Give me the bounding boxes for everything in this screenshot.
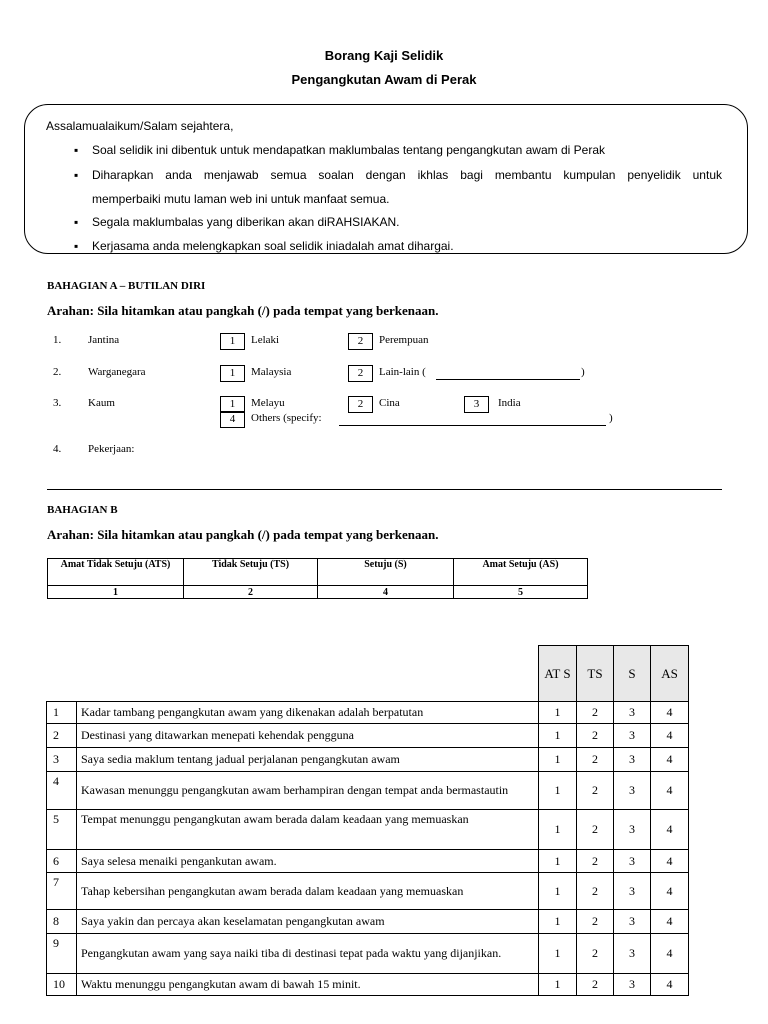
section-b-instruction: Arahan: Sila hitamkan atau pangkah (/) pada tempat yang berkenaan. <box>47 527 439 542</box>
rating-cell[interactable]: 3 <box>614 772 651 810</box>
close-paren: ) <box>609 412 613 424</box>
rating-cell[interactable]: 4 <box>651 748 689 772</box>
column-header-ats: AT S <box>539 646 577 702</box>
rating-cell[interactable]: 1 <box>539 910 577 934</box>
item-number: 5 <box>47 810 77 850</box>
form-title: Borang Kaji Selidik <box>324 48 444 63</box>
intro-bullet-2: Diharapkan anda menjawab semua soalan dengan ikhlas bagi membantu kumpulan penyelidik untuk <box>92 168 722 182</box>
item-text: Pengangkutan awam yang saya naiki tiba di destinasi tepat pada waktu yang dijanjikan. <box>77 934 539 974</box>
column-header-s: S <box>614 646 651 702</box>
rating-cell[interactable]: 3 <box>614 974 651 996</box>
item-number: 7 <box>47 873 77 910</box>
bullet-icon: ▪ <box>74 239 79 253</box>
item-text: Kawasan menunggu pengangkutan awam berhampiran dengan tempat anda bermastautin <box>77 772 539 810</box>
item-number: 3 <box>47 748 77 772</box>
intro-bullet-1: Soal selidik ini dibentuk untuk mendapatkan maklumbalas tentang pengangkutan awam di Perak <box>92 143 605 157</box>
rating-cell[interactable]: 4 <box>651 810 689 850</box>
item-number: 4 <box>47 772 77 810</box>
option-label: Malaysia <box>251 366 292 378</box>
question-label-kaum: Kaum <box>88 397 115 409</box>
scale-value: 5 <box>454 586 588 599</box>
item-text: Tahap kebersihan pengangkutan awam berada dalam keadaan yang memuaskan <box>77 873 539 910</box>
section-divider <box>47 489 722 490</box>
rating-cell[interactable]: 2 <box>577 724 614 748</box>
scale-value: 1 <box>48 586 184 599</box>
rating-cell[interactable]: 2 <box>577 702 614 724</box>
rating-cell[interactable]: 2 <box>577 850 614 873</box>
scale-header: Tidak Setuju (TS) <box>184 559 318 586</box>
rating-cell[interactable]: 2 <box>577 772 614 810</box>
table-row <box>47 810 689 850</box>
form-subtitle: Pengangkutan Awam di Perak <box>291 72 477 87</box>
option-box-perempuan[interactable]: 2 <box>348 333 373 350</box>
item-text: Saya yakin dan percaya akan keselamatan pengangkutan awam <box>77 910 539 934</box>
question-label-jantina: Jantina <box>88 334 120 346</box>
intro-greeting: Assalamualaikum/Salam sejahtera, <box>46 119 234 133</box>
bullet-icon: ▪ <box>74 215 79 229</box>
question-number: 3. <box>53 397 62 409</box>
rating-cell[interactable]: 3 <box>614 724 651 748</box>
rating-cell[interactable]: 1 <box>539 772 577 810</box>
rating-cell[interactable]: 1 <box>539 850 577 873</box>
rating-cell[interactable]: 3 <box>614 910 651 934</box>
bullet-icon: ▪ <box>74 168 79 182</box>
others-input-line[interactable] <box>339 425 606 426</box>
item-number: 2 <box>47 724 77 748</box>
rating-cell[interactable]: 3 <box>614 873 651 910</box>
item-number: 6 <box>47 850 77 873</box>
table-row <box>47 702 689 724</box>
rating-cell[interactable]: 1 <box>539 702 577 724</box>
column-header-as: AS <box>651 646 689 702</box>
option-box-lain-lain[interactable]: 2 <box>348 365 373 382</box>
item-text: Saya selesa menaiki pengankutan awam. <box>77 850 539 873</box>
rating-cell[interactable]: 3 <box>614 702 651 724</box>
item-text: Tempat menunggu pengangkutan awam berada dalam keadaan yang memuaskan <box>77 810 539 850</box>
scale-legend-table <box>47 558 588 599</box>
close-paren: ) <box>581 366 585 378</box>
table-row <box>47 910 689 934</box>
question-number: 1. <box>53 334 62 346</box>
rating-cell[interactable]: 4 <box>651 850 689 873</box>
bullet-icon: ▪ <box>74 143 79 157</box>
lain-lain-input-line[interactable] <box>436 379 580 380</box>
intro-bullet-4: Kerjasama anda melengkapkan soal selidik iniadalah amat dihargai. <box>92 239 454 253</box>
survey-table <box>46 645 689 996</box>
question-label-warganegara: Warganegara <box>88 366 146 378</box>
rating-cell[interactable]: 4 <box>651 974 689 996</box>
item-number: 10 <box>47 974 77 996</box>
item-text: Kadar tambang pengangkutan awam yang dikenakan adalah berpatutan <box>77 702 539 724</box>
intro-bullet-2-cont: memperbaiki mutu laman web ini untuk manfaat semua. <box>92 192 390 206</box>
item-text: Destinasi yang ditawarkan menepati kehendak pengguna <box>77 724 539 748</box>
item-text: Saya sedia maklum tentang jadual perjalanan pengangkutan awam <box>77 748 539 772</box>
rating-cell[interactable]: 3 <box>614 748 651 772</box>
rating-cell[interactable]: 1 <box>539 810 577 850</box>
question-number: 4. <box>53 443 62 455</box>
option-label: Others (specify: <box>251 412 322 424</box>
column-header-ts: TS <box>577 646 614 702</box>
item-number: 8 <box>47 910 77 934</box>
rating-cell[interactable]: 2 <box>577 934 614 974</box>
scale-header: Amat Tidak Setuju (ATS) <box>48 559 184 586</box>
option-label: Cina <box>379 397 400 409</box>
rating-cell[interactable]: 1 <box>539 873 577 910</box>
option-box-india[interactable]: 3 <box>464 396 489 413</box>
rating-cell[interactable]: 2 <box>577 910 614 934</box>
option-box-lelaki[interactable]: 1 <box>220 333 245 350</box>
scale-value: 2 <box>184 586 318 599</box>
rating-cell[interactable]: 1 <box>539 934 577 974</box>
scale-header: Setuju (S) <box>318 559 454 586</box>
section-a-title: BAHAGIAN A – BUTILAN DIRI <box>47 280 206 292</box>
table-row <box>47 850 689 873</box>
question-label-pekerjaan: Pekerjaan: <box>88 443 135 455</box>
option-box-melayu[interactable]: 1 <box>220 396 245 413</box>
option-box-malaysia[interactable]: 1 <box>220 365 245 382</box>
intro-bullet-3: Segala maklumbalas yang diberikan akan diRAHSIAKAN. <box>92 215 400 229</box>
rating-cell[interactable]: 1 <box>539 724 577 748</box>
table-row <box>47 724 689 748</box>
rating-cell[interactable]: 4 <box>651 724 689 748</box>
section-a-instruction: Arahan: Sila hitamkan atau pangkah (/) pada tempat yang berkenaan. <box>47 303 439 318</box>
table-row <box>47 974 689 996</box>
item-number: 9 <box>47 934 77 974</box>
scale-value: 4 <box>318 586 454 599</box>
rating-cell[interactable]: 3 <box>614 934 651 974</box>
table-row <box>47 748 689 772</box>
option-label: Lelaki <box>251 334 280 346</box>
option-label: Melayu <box>251 397 285 409</box>
item-number: 1 <box>47 702 77 724</box>
table-header-row <box>47 646 689 702</box>
rating-cell[interactable]: 2 <box>577 810 614 850</box>
item-text: Waktu menunggu pengangkutan awam di bawah 15 minit. <box>77 974 539 996</box>
rating-cell[interactable]: 4 <box>651 934 689 974</box>
rating-cell[interactable]: 1 <box>539 974 577 996</box>
rating-cell[interactable]: 2 <box>577 974 614 996</box>
rating-cell[interactable]: 4 <box>651 910 689 934</box>
table-row <box>47 873 689 910</box>
rating-cell[interactable]: 2 <box>577 873 614 910</box>
option-label: Perempuan <box>379 334 429 346</box>
table-row <box>47 772 689 810</box>
scale-header: Amat Setuju (AS) <box>454 559 588 586</box>
option-box-cina[interactable]: 2 <box>348 396 373 413</box>
rating-cell[interactable]: 4 <box>651 772 689 810</box>
section-b-title: BAHAGIAN B <box>47 504 118 516</box>
rating-cell[interactable]: 1 <box>539 748 577 772</box>
rating-cell[interactable]: 3 <box>614 850 651 873</box>
rating-cell[interactable]: 4 <box>651 702 689 724</box>
rating-cell[interactable]: 4 <box>651 873 689 910</box>
table-row <box>47 934 689 974</box>
option-label: Lain-lain ( <box>379 366 426 378</box>
question-number: 2. <box>53 366 62 378</box>
rating-cell[interactable]: 2 <box>577 748 614 772</box>
option-label: India <box>498 397 521 409</box>
option-box-others[interactable]: 4 <box>220 411 245 428</box>
rating-cell[interactable]: 3 <box>614 810 651 850</box>
